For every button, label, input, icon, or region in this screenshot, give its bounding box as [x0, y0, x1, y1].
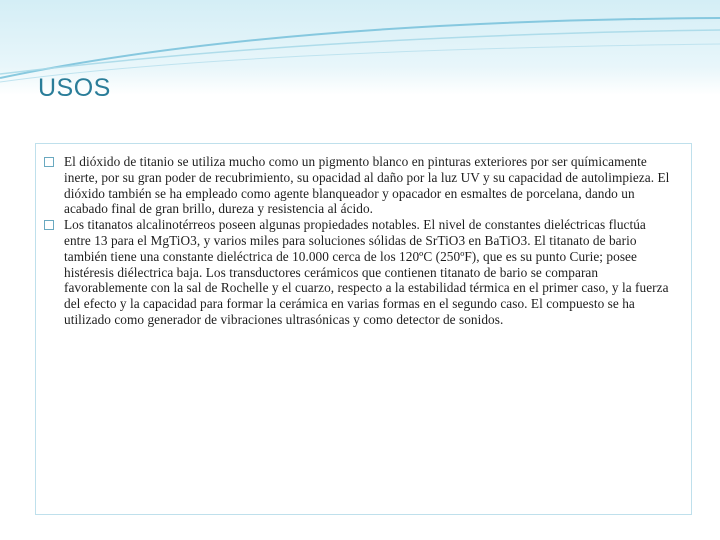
slide-title: USOS [38, 74, 111, 102]
bullet-text: El dióxido de titanio se utiliza mucho como un pigmento blanco en pinturas exteriores por ser químicamente inerte, por su gran poder de recubrimiento, su opacidad al daño por la luz UV y su capacidad de autolimpieza. El dióxido también se ha empleado como agente blanqueador y opacador en esmaltes de porcelana, dando un acabado final de gran brillo, dureza y resistencia al ácido. [64, 154, 670, 217]
square-bullet-icon [44, 157, 54, 167]
bullet-item [44, 217, 674, 328]
bullet-list [44, 154, 674, 328]
square-bullet-icon [44, 220, 54, 230]
bullet-item [44, 154, 674, 217]
bullet-text: Los titanatos alcalinotérreos poseen algunas propiedades notables. El nivel de constantes dieléctricas fluctúa entre 13 para el MgTiO3, y varios miles para soluciones sólidas de SrTiO3 en BaTiO3. El titanato de bario también tiene una constante dieléctrica de 10.000 cerca de los 120ºC (250ºF), que es su punto Curie; posee histéresis diélectrica baja. Los transductores cerámicos que contienen titanato de bario se comparan favorablemente con la sal de Rochelle y el cuarzo, respecto a la estabilidad térmica en el primer caso, y la fuerza del efecto y la capacidad para formar la cerámica en varias formas en el segundo caso. El compuesto se ha utilizado como generador de vibraciones ultrasónicas y como detector de sonidos. [64, 217, 669, 327]
